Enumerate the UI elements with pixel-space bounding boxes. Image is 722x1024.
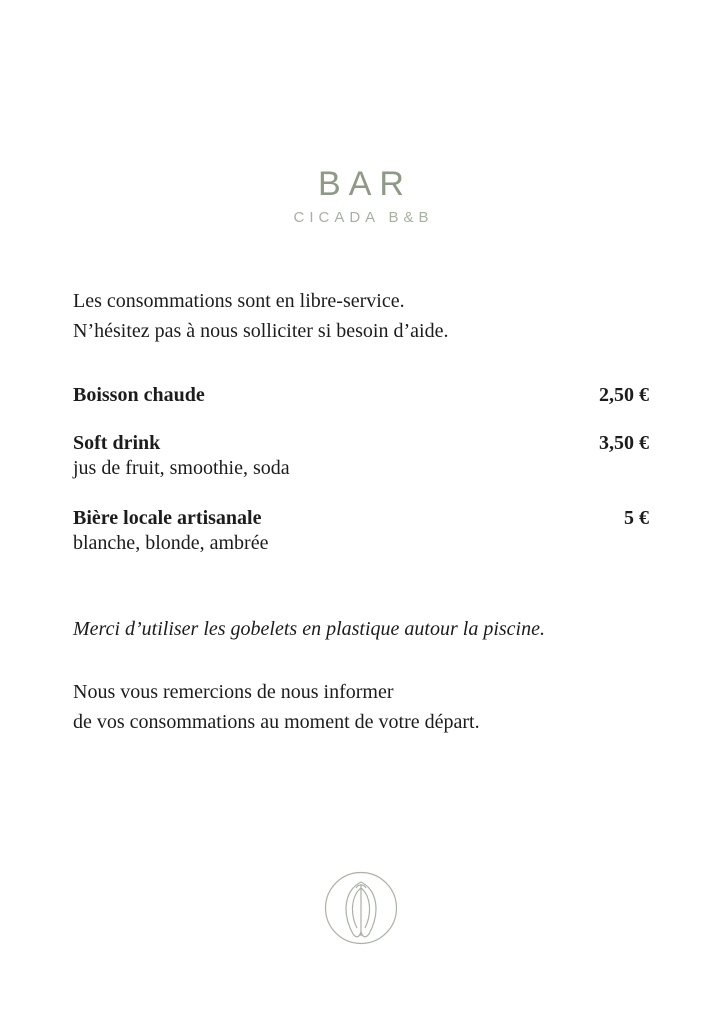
- closing-line-2: de vos consommations au moment de votre départ.: [73, 711, 480, 733]
- menu-item-name: Boisson chaude: [73, 384, 205, 406]
- menu-item-soft-drink: [73, 432, 649, 480]
- menu-item-name: Soft drink: [73, 432, 161, 454]
- menu-item-description: blanche, blonde, ambrée: [73, 532, 269, 554]
- menu-item-price: 2,50 €: [599, 384, 649, 406]
- intro-line-1: Les consommations sont en libre-service.: [73, 290, 405, 312]
- menu-item-description: jus de fruit, smoothie, soda: [73, 457, 290, 479]
- intro-text: [73, 286, 448, 346]
- pool-note: Merci d’utiliser les gobelets en plastique autour la piscine.: [73, 618, 545, 640]
- intro-line-2: N’hésitez pas à nous solliciter si besoin d’aide.: [73, 320, 449, 342]
- menu-item-name: Bière locale artisanale: [73, 507, 262, 529]
- page-title: BAR: [318, 165, 412, 203]
- menu-item-price: 5 €: [624, 507, 649, 529]
- closing-text: [73, 677, 480, 737]
- menu-item-price: 3,50 €: [599, 432, 649, 454]
- cicada-logo-icon: [323, 870, 399, 946]
- menu-item-biere-locale: [73, 507, 649, 555]
- closing-line-1: Nous vous remercions de nous informer: [73, 681, 394, 703]
- menu-item-boisson-chaude: [73, 384, 649, 407]
- page-subtitle: CICADA B&B: [293, 209, 434, 226]
